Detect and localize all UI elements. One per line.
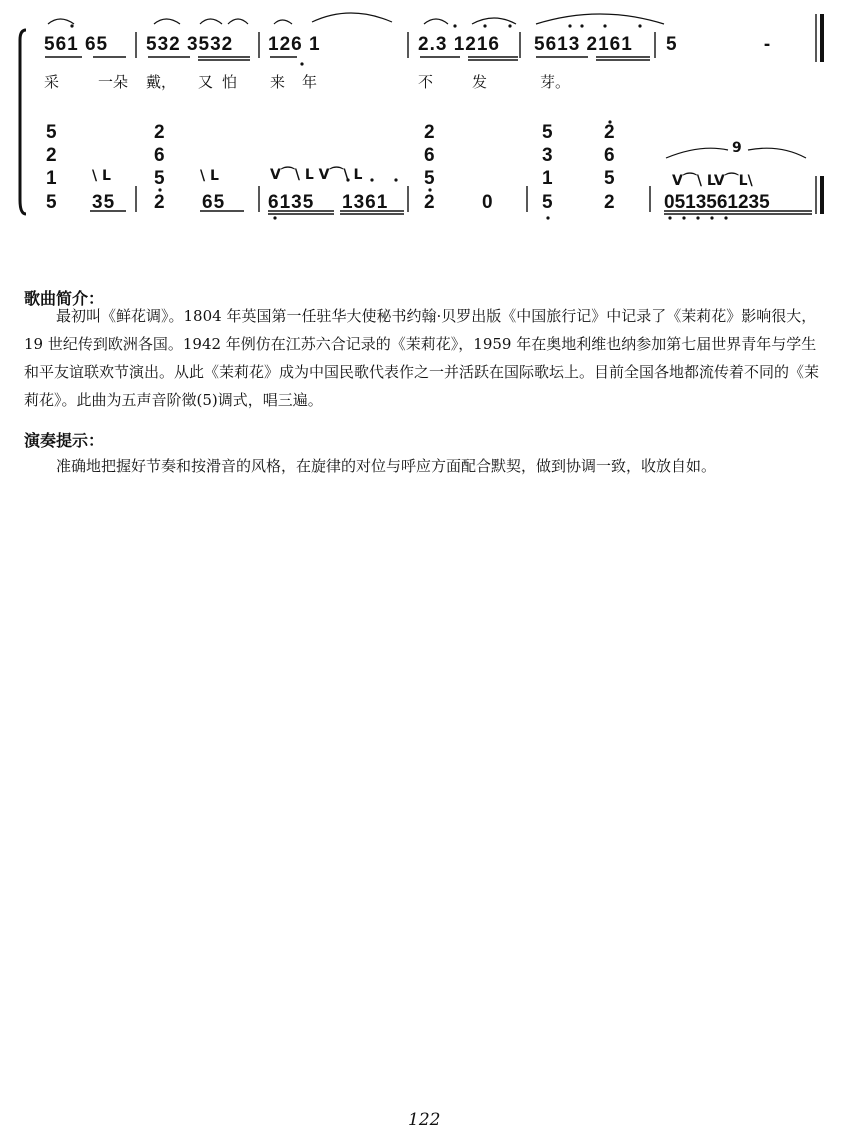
technique-mark-2: \ L — [200, 168, 219, 184]
technique-mark-1: \ L — [92, 168, 111, 184]
melody-bar-3: 126 1 — [268, 34, 321, 55]
tuplet-number: 9 — [732, 140, 742, 156]
chord-5-low: 5 — [604, 168, 616, 189]
lyric-3: 戴， — [146, 73, 177, 91]
melody-bar-6: 5 - — [666, 34, 772, 55]
melody-bar-5: 5613 2161 — [534, 34, 633, 55]
lyric-8: 不 — [418, 73, 434, 91]
bass-5: 6135 — [268, 192, 315, 213]
bass-6: 1361 — [342, 192, 389, 213]
chord-1-mid: 2 — [46, 145, 58, 166]
technique-mark-4: V⌒\ LV⌒L\ — [672, 173, 753, 189]
bass-rest: 0 — [482, 192, 494, 213]
lyric-2: 一朵 — [98, 73, 129, 91]
bass-4: 65 — [202, 192, 226, 213]
chord-5-mid: 6 — [604, 145, 616, 166]
intro-paragraph: 最初叫《鲜花调》。1804 年英国第一任驻华大使秘书约翰·贝罗出版《中国旅行记》中记录了《茉莉花》影响很大，19 世纪传到欧洲各国。1942 年例仿在江苏六合记录的《茉莉花》，1959 年在奥地利维也纳参加第七届世界青年与学生和平友谊联欢节演出。从此《茉莉花》成为中国民歌代表作之一并活跃在国际歌坛上。目前全国各地都流传着不同的《茉莉花》。此曲为五声音阶徵(5)调式，唱三遍。 — [24, 307, 820, 409]
bass-8: 5 — [542, 192, 554, 213]
chord-2-top: 2 — [154, 122, 166, 143]
lyric-10: 芽。 — [540, 73, 571, 91]
melody-slurs — [48, 13, 664, 24]
chord-1-top: 5 — [46, 122, 58, 143]
system-brace — [20, 30, 26, 214]
chord-3-mid: 6 — [424, 145, 436, 166]
chord-4-top: 5 — [542, 122, 554, 143]
lyric-9: 发 — [472, 73, 488, 91]
chord-5-top: 2 — [604, 122, 616, 143]
chord-3-top: 2 — [424, 122, 436, 143]
bass-2: 35 — [92, 192, 116, 213]
melody-bar-1: 561 65 — [44, 34, 109, 55]
chord-2-mid: 6 — [154, 145, 166, 166]
lyric-6: 来 — [270, 73, 286, 91]
bass-7: 2 — [424, 192, 436, 213]
melody-bar-4: 2.3 1216 — [418, 34, 500, 55]
bass-run: 0513561235 — [664, 192, 770, 213]
lyric-4: 又 — [198, 73, 214, 91]
bass-1: 5 — [46, 192, 58, 213]
chord-3-low: 5 — [424, 168, 436, 189]
bass-9: 2 — [604, 192, 616, 213]
chord-4-low: 1 — [542, 168, 554, 189]
bass-3: 2 — [154, 192, 166, 213]
lyric-1: 采 — [44, 73, 60, 91]
melody-bar-2: 532 3532 — [146, 34, 234, 55]
chord-2-low: 5 — [154, 168, 166, 189]
lyric-7: 年 — [302, 73, 318, 91]
chord-1-low: 1 — [46, 168, 58, 189]
lyric-5: 怕 — [222, 73, 238, 91]
page-number: 122 — [408, 1110, 441, 1130]
tips-heading: 演奏提示： — [24, 431, 105, 450]
tips-paragraph: 准确地把握好节奏和按滑音的风格，在旋律的对位与呼应方面配合默契，做到协调一致，收放自如。 — [56, 457, 717, 475]
intro-heading: 歌曲简介： — [24, 289, 105, 308]
chord-4-mid: 3 — [542, 145, 554, 166]
technique-mark-3: V⌒\ L V⌒\ L — [270, 167, 363, 183]
